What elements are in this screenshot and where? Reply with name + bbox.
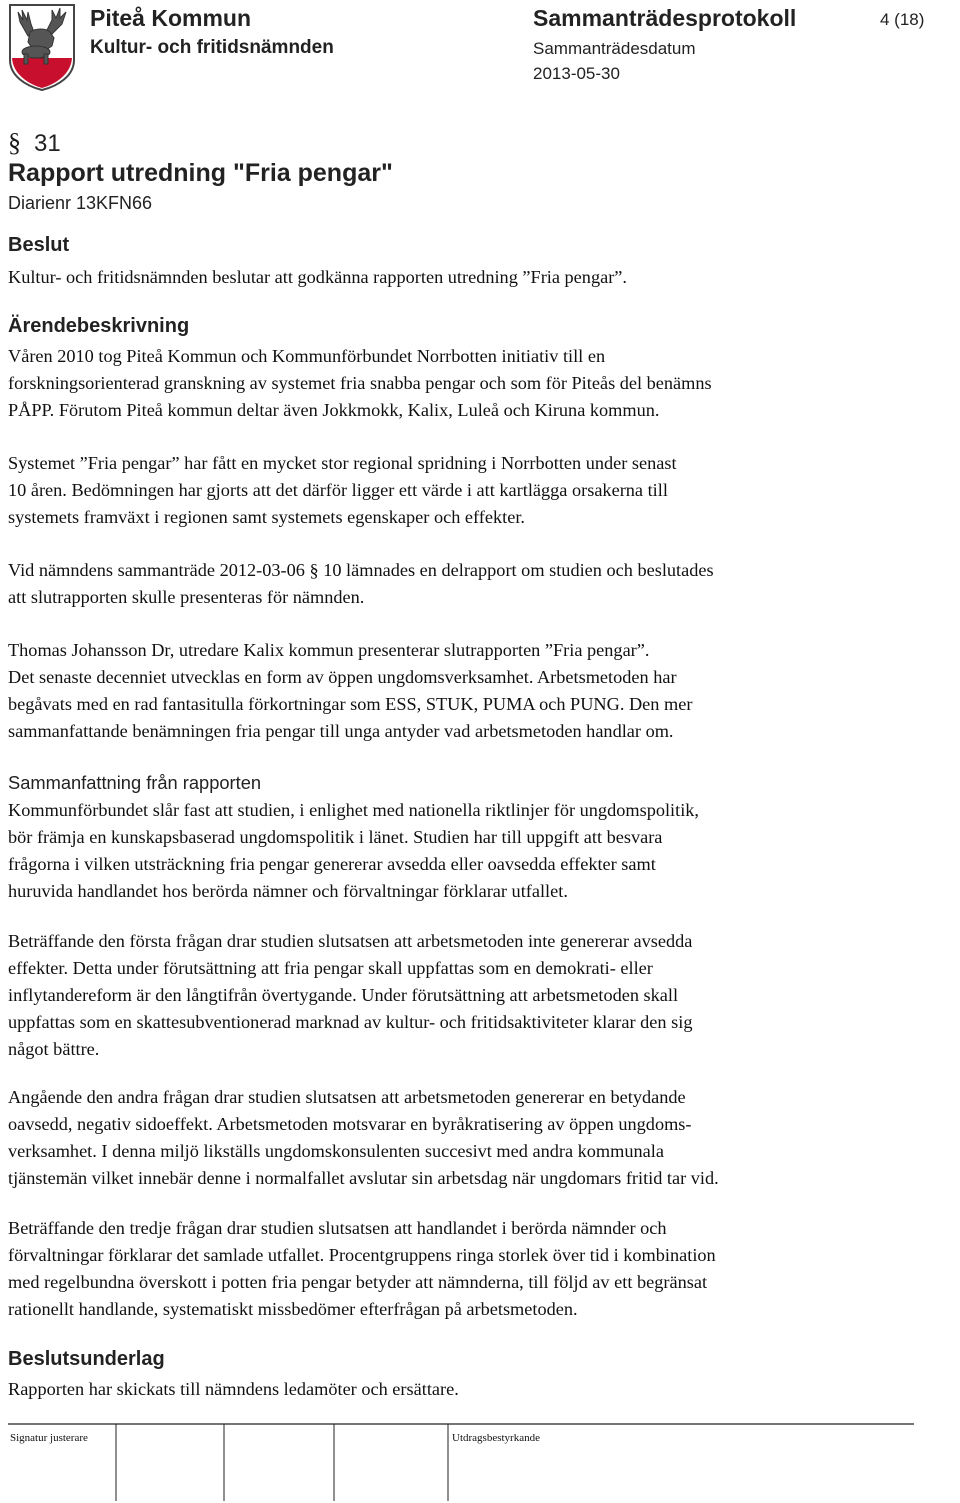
beslut-heading: Beslut [8, 234, 70, 256]
arende-paragraph-4: Thomas Johansson Dr, utredare Kalix kommun presenterar slutrapporten ”Fria pengar”. Det senaste decenniet utvecklas en form av öppen ungdomsverksamhet. Arbetsmetoden har begåvats med en rad fantasitulla förkortningar som ESS, STUK, PUMA och PUNG. Den mer sammanfattande benämningen fria pengar till unga antyder vad arbetsmetoden handlar om. [8, 640, 693, 741]
meeting-date-value: 2013-05-30 [533, 64, 620, 83]
paragraph-symbol: § [8, 128, 21, 157]
section-number: 31 [34, 130, 61, 157]
org-name: Piteå Kommun [90, 5, 252, 31]
summary-paragraph-4: Beträffande den tredje frågan drar studien slutsatsen att handlandet i berörda nämnder och förvaltningar förklarar det samlade utfallet. Procentgruppens ringa storlek över tid i kombination med regelbundna överskott i potten fria pengar betyder att nämnderna, till följd av ett begränsat rationellt handlande, systematiskt missbedömer efterfrågan på arbetsmetoden. [8, 1218, 716, 1319]
summary-paragraph-1: Kommunförbundet slår fast att studien, i enlighet med nationella riktlinjer för ungdomspolitik, bör främja en kunskapsbaserad ungdomspolitik i länet. Studien har till uppgift att besvara frågorna i vilken utsträckning fria pengar genererar avsedda eller oavsedda effekter samt huruvida handlandet hos berörda nämner och förvaltningar förklarar utfallet. [8, 800, 700, 901]
section-title: Rapport utredning "Fria pengar" [8, 159, 393, 187]
summary-heading: Sammanfattning från rapporten [8, 772, 262, 793]
arende-paragraph-2: Systemet ”Fria pengar” har fått en mycket stor regional spridning i Norrbotten under senast 10 åren. Bedömningen har gjorts att det därför ligger ett värde i att kartlägga orsakerna till systemets framväxt i regionen samt systemets egenskaper och effekter. [8, 453, 677, 527]
beslutsunderlag-heading: Beslutsunderlag [8, 1348, 165, 1370]
beslutsunderlag-text: Rapporten har skickats till nämndens ledamöter och ersättare. [8, 1379, 459, 1399]
summary-paragraph-3: Angående den andra frågan drar studien slutsatsen att arbetsmetoden genererar en betydande oavsedd, negativ sidoeffekt. Arbetsmetoden motsvarar en byråkratisering av öppen ungdoms- verksamhet. I denna miljö likställs ungdomskonsulenten succesivt med andra kommunala tjänstemän vilket innebär denne i normalfallet avslutar sin arbetsdag när ungdomars fritid tar vid. [8, 1087, 719, 1188]
page-number: 4 (18) [880, 10, 925, 29]
arende-heading: Ärendebeskrivning [8, 315, 190, 337]
arende-paragraph-3: Vid nämndens sammanträde 2012-03-06 § 10 lämnades en delrapport om studien och beslutades att slutrapporten skulle presenteras för nämnden. [8, 560, 714, 607]
summary-paragraph-2: Beträffande den första frågan drar studien slutsatsen att arbetsmetoden inte genererar avsedda effekter. Detta under förutsättning att fria pengar skall uppfattas som en demokrati- eller inflytandereform är den långtifrån övertygande. Under förutsättning att arbetsmetoden skall uppfattas som en skattesubventionerad marknad av kultur- och fritidsaktiviteter klarar den sig något bättre. [8, 931, 693, 1059]
committee-name: Kultur- och fritidsnämnden [90, 37, 334, 58]
reindeer-coat-of-arms-icon [6, 2, 78, 92]
arende-paragraph-1: Våren 2010 tog Piteå Kommun och Kommunförbundet Norrbotten initiativ till en forskningsorienterad granskning av systemet fria snabba pengar och som för Piteås del benämns PÅPP. Förutom Piteå kommun deltar även Jokkmokk, Kalix, Luleå och Kiruna kommun. [8, 346, 712, 420]
signature-justerare-label: Signatur justerare [10, 1432, 88, 1444]
beslut-text: Kultur- och fritidsnämnden beslutar att godkänna rapporten utredning ”Fria pengar”. [8, 267, 627, 287]
document-title: Sammanträdesprotokoll [533, 5, 797, 31]
utdragsbestyrkande-label: Utdragsbestyrkande [452, 1432, 540, 1444]
diarie-number: Diarienr 13KFN66 [8, 193, 153, 213]
meeting-date-label: Sammanträdesdatum [533, 39, 696, 58]
